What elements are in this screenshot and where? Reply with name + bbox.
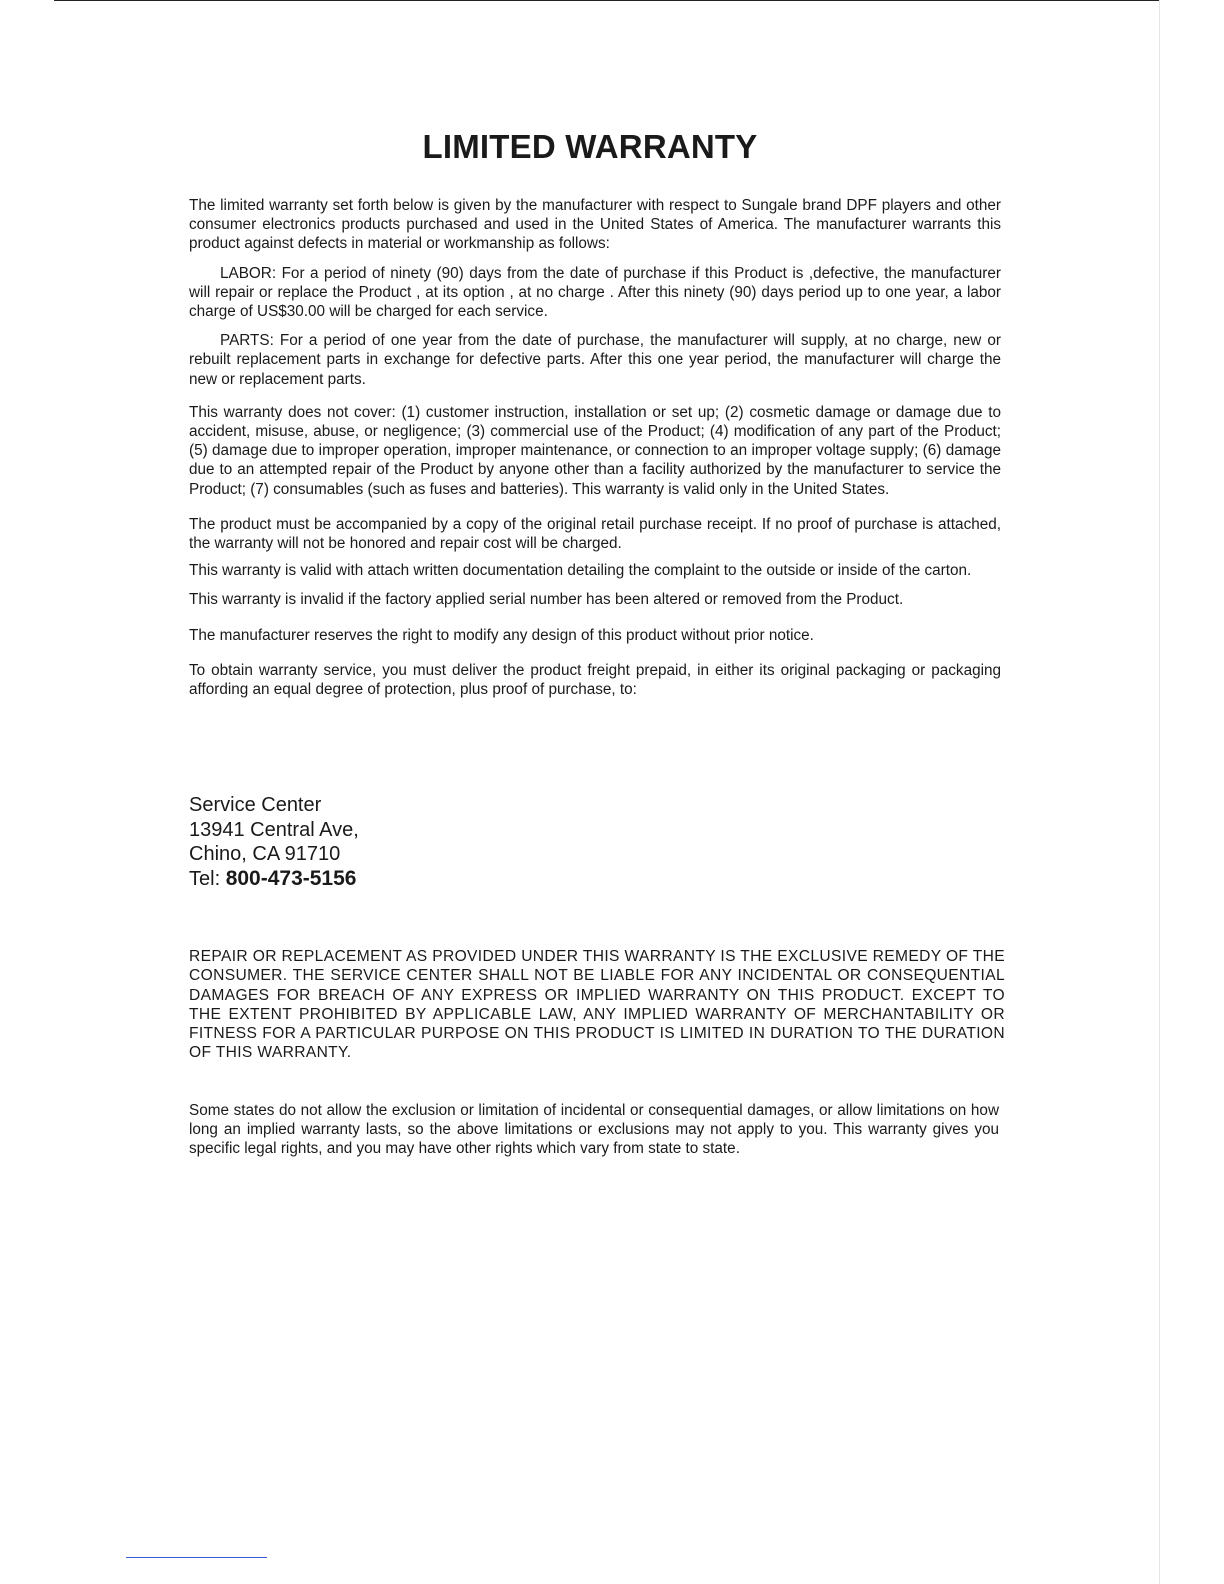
exclusions-paragraph: This warranty does not cover: (1) customer instruction, installation or set up; (2) cosmetic damage or damage due to accident, misuse, abuse, or negligence; (3) commercial use of the Product; (4) modification of any part of the Product; (5) damage due to improper operation, improper maintenance, or connection to an improper voltage supply; (6) damage due to an attempted repair of the Product by anyone other than a facility authorized by the manufacturer to service the Product; (7) consumables (such as fuses and batteries). This warranty is valid only in the United States. bbox=[189, 403, 1001, 498]
page-edge-line bbox=[1159, 0, 1160, 1584]
documentation-paragraph: This warranty is valid with attach written documentation detailing the complaint to the outside or inside of the carton. bbox=[189, 562, 972, 580]
warranty-body bbox=[189, 196, 1001, 699]
intro-paragraph: The limited warranty set forth below is given by the manufacturer with respect to Sungale brand DPF players and other consumer electronics products purchased and used in the United States of America. The manufacturer warrants this product against defects in material or workmanship as follows: bbox=[189, 197, 1001, 253]
address-name: Service Center bbox=[189, 794, 322, 816]
top-border-line bbox=[54, 0, 1160, 1]
serial-paragraph: This warranty is invalid if the factory applied serial number has been altered or removed from the Product. bbox=[189, 591, 904, 609]
modify-paragraph: The manufacturer reserves the right to modify any design of this product without prior notice. bbox=[189, 626, 814, 644]
address-street: 13941 Central Ave, bbox=[189, 818, 359, 841]
state-rights-paragraph: Some states do not allow the exclusion or limitation of incidental or consequential damages, or allow limitations on how long an implied warranty lasts, so the above limitations or exclusions may not apply to you. This warranty gives you specific legal rights, and you may have other rights which vary from state to state. bbox=[189, 1102, 999, 1158]
phone-number: 800-473-5156 bbox=[225, 866, 357, 890]
liability-disclaimer: REPAIR OR REPLACEMENT AS PROVIDED UNDER THIS WARRANTY IS THE EXCLUSIVE REMEDY OF THE CONSUMER. THE SERVICE CENTER SHALL NOT BE LIABLE FOR ANY INCIDENTAL OR CONSEQUENTIAL DAMAGES FOR BREACH OF ANY EXPRESS OR IMPLIED WARRANTY ON THIS PRODUCT. EXCEPT TO THE EXTENT PROHIBITED BY APPLICABLE LAW, ANY IMPLIED WARRANTY OF MERCHANTABILITY OR FITNESS FOR A PARTICULAR PURPOSE ON THIS PRODUCT IS LIMITED IN DURATION TO THE DURATION OF THIS WARRANTY. bbox=[189, 948, 1005, 1062]
footer-link-underline bbox=[126, 1557, 267, 1558]
receipt-paragraph: The product must be accompanied by a copy of the original retail purchase receipt. If no proof of purchase is attached, the warranty will not be honored and repair cost will be charged. bbox=[189, 515, 1001, 553]
parts-paragraph: PARTS: For a period of one year from the date of purchase, the manufacturer will supply, at no charge, new or rebuilt replacement parts in exchange for defective parts. After this one year period, the manufacturer will charge the new or replacement parts. bbox=[189, 332, 1001, 388]
obtain-service-paragraph: To obtain warranty service, you must deliver the product freight prepaid, in either its original packaging or packaging affording an equal degree of protection, plus proof of purchase, to: bbox=[189, 661, 1001, 699]
address-phone-line bbox=[189, 867, 359, 892]
labor-paragraph: LABOR: For a period of ninety (90) days from the date of purchase if this Product is ,defective, the manufacturer will repair or replace the Product , at its option , at no charge . After this ninety (90) days period up to one year, a labor charge of US$30.00 will be charged for each service. bbox=[189, 264, 1001, 321]
address-city: Chino, CA 91710 bbox=[189, 843, 341, 865]
phone-label: Tel: bbox=[189, 867, 221, 890]
page-title: LIMITED WARRANTY bbox=[422, 128, 758, 165]
service-center-address bbox=[189, 793, 359, 891]
